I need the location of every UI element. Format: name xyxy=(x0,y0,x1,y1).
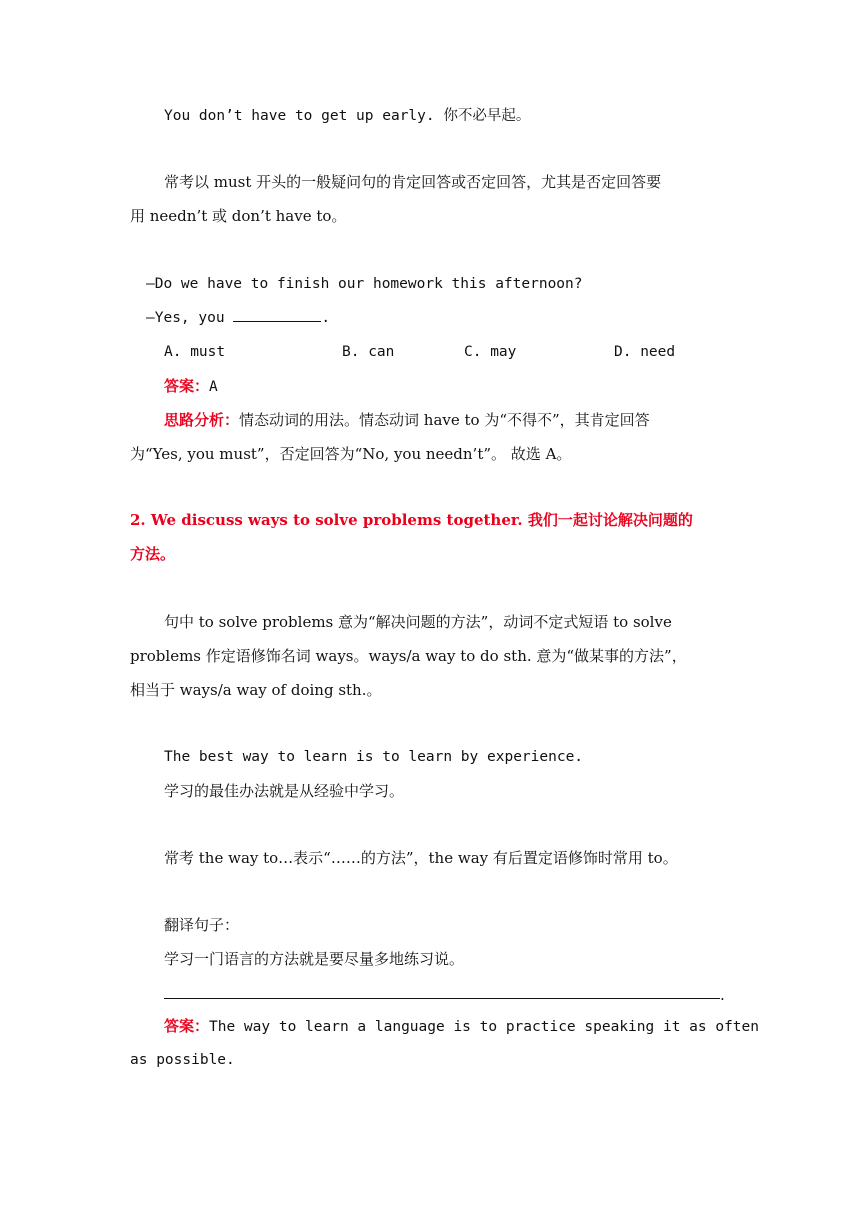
answer-1 xyxy=(164,375,218,398)
option-a: A. must xyxy=(164,344,226,360)
section-2-heading-line-1: 2. We discuss ways to solve problems together. 我们一起讨论解决问题的 xyxy=(130,511,693,529)
translation-line-period: . xyxy=(720,986,725,1004)
answer-1-label: 答案： xyxy=(164,377,210,395)
answer-prompt-line xyxy=(146,307,330,329)
exam-note-2: 常考 the way to…表示“……的方法”，the way 有后置定语修饰时常用 to。 xyxy=(164,849,678,867)
option-c: C. may xyxy=(464,344,517,360)
exam-note-line-1: 常考以 must 开头的一般疑问句的肯定回答或否定回答，尤其是否定回答要 xyxy=(164,173,662,191)
answer-2-label: 答案： xyxy=(164,1017,210,1035)
answer-prompt-period: . xyxy=(321,310,331,326)
answer-blank xyxy=(233,307,321,322)
section-2-heading-line-2: 方法。 xyxy=(130,545,176,563)
answer-2-line-2: as possible. xyxy=(130,1052,235,1068)
explanation-line-1: 句中 to solve problems 意为“解决问题的方法”，动词不定式短语 to solve xyxy=(164,613,672,631)
example-sentence: You don’t have to get up early. 你不必早起。 xyxy=(164,108,531,124)
analysis-line-1 xyxy=(164,409,650,431)
exam-note-line-2: 用 needn’t 或 don’t have to。 xyxy=(130,207,347,225)
analysis-line-2: 为“Yes, you must”，否定回答为“No, you needn’t”。 故选 A。 xyxy=(130,445,572,463)
example-english: The best way to learn is to learn by experience. xyxy=(164,749,584,765)
answer-2-text-1: The way to learn a language is to practice speaking it as often xyxy=(209,1019,759,1035)
answer-prompt-text: —Yes, you xyxy=(146,310,234,326)
explanation-line-2: problems 作定语修饰名词 ways。ways/a way to do sth. 意为“做某事的方法”， xyxy=(130,647,687,665)
translation-answer-line xyxy=(164,998,720,999)
answer-1-value: A xyxy=(209,379,218,395)
option-d: D. need xyxy=(614,344,676,360)
analysis-label: 思路分析： xyxy=(164,411,240,429)
example-chinese: 学习的最佳办法就是从经验中学习。 xyxy=(164,782,405,800)
explanation-line-3: 相当于 ways/a way of doing sth.。 xyxy=(130,681,382,699)
answer-2-line-1 xyxy=(164,1015,759,1038)
translation-prompt: 学习一门语言的方法就是要尽量多地练习说。 xyxy=(164,950,465,968)
translation-label: 翻译句子： xyxy=(164,916,240,934)
option-b: B. can xyxy=(342,344,395,360)
analysis-text-1: 情态动词的用法。情态动词 have to 为“不得不”，其肯定回答 xyxy=(239,411,650,429)
question-line: —Do we have to finish our homework this afternoon? xyxy=(146,276,583,292)
